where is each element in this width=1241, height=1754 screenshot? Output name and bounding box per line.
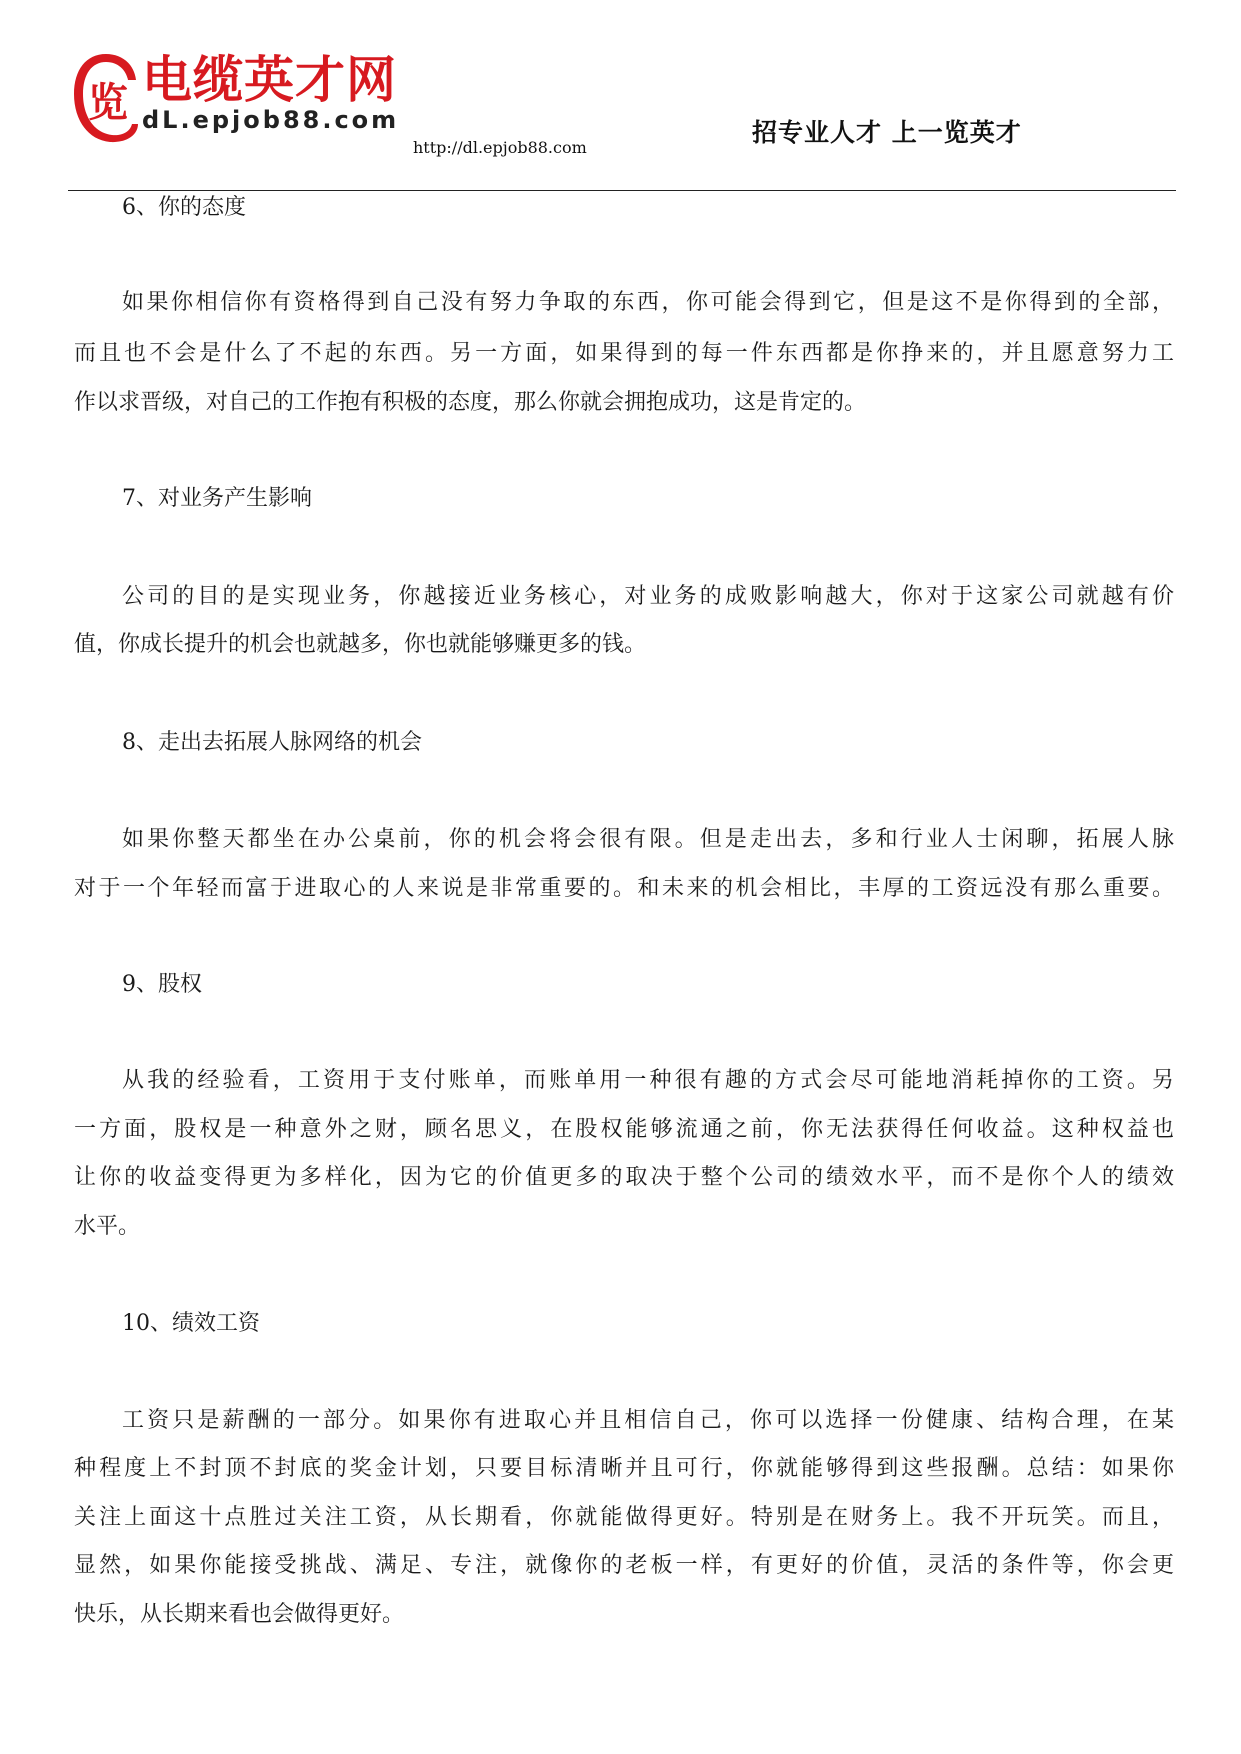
paragraph-line: 显然，如果你能接受挑战、满足、专注，就像你的老板一样，有更好的价值，灵活的条件等，你会更 [74, 1553, 1174, 1578]
page-header [0, 0, 1241, 195]
paragraph-line: 让你的收益变得更为多样化，因为它的价值更多的取决于整个公司的绩效水平，而不是你个人的绩效 [74, 1165, 1174, 1190]
section-heading: 10、绩效工资 [122, 1311, 260, 1336]
paragraph-line: 快乐，从长期来看也会做得更好。 [74, 1602, 405, 1627]
section-heading: 9、股权 [122, 972, 202, 997]
section-heading: 6、你的态度 [122, 195, 246, 220]
paragraph-line: 一方面，股权是一种意外之财，顾名思义，在股权能够流通之前，你无法获得任何收益。这种权益也 [74, 1117, 1174, 1142]
paragraph-line: 如果你相信你有资格得到自己没有努力争取的东西，你可能会得到它，但是这不是你得到的全部， [122, 290, 1174, 315]
svg-text:览: 览 [88, 80, 128, 126]
paragraph-line: 值，你成长提升的机会也就越多，你也就能够赚更多的钱。 [74, 632, 647, 657]
header-url-link[interactable]: http://dl.epjob88.com [413, 138, 587, 157]
paragraph-line: 种程度上不封顶不封底的奖金计划，只要目标清晰并且可行，你就能够得到这些报酬。总结：如果你 [74, 1456, 1174, 1481]
paragraph-line: 从我的经验看，工资用于支付账单，而账单用一种很有趣的方式会尽可能地消耗掉你的工资。另 [122, 1068, 1174, 1093]
header-slogan: 招专业人才 上一览英才 [752, 118, 1022, 147]
paragraph-line: 作以求晋级，对自己的工作抱有积极的态度，那么你就会拥抱成功，这是肯定的。 [74, 390, 867, 415]
paragraph-line: 水平。 [74, 1214, 141, 1239]
section-heading: 8、走出去拓展人脉网络的机会 [122, 730, 422, 755]
section-heading: 7、对业务产生影响 [122, 486, 312, 511]
logo-icon [70, 50, 142, 146]
paragraph-line: 工资只是薪酬的一部分。如果你有进取心并且相信自己，你可以选择一份健康、结构合理，在某 [122, 1408, 1174, 1433]
site-name: 电缆英才网 [142, 51, 397, 109]
paragraph-line: 关注上面这十点胜过关注工资，从长期看，你就能做得更好。特别是在财务上。我不开玩笑。而且， [74, 1505, 1174, 1530]
paragraph-line: 公司的目的是实现业务，你越接近业务核心，对业务的成败影响越大，你对于这家公司就越有价 [122, 584, 1174, 609]
paragraph-line: 对于一个年轻而富于进取心的人来说是非常重要的。和未来的机会相比，丰厚的工资远没有那么重要。 [74, 876, 1174, 901]
paragraph-line: 而且也不会是什么了不起的东西。另一方面，如果得到的每一件东西都是你挣来的，并且愿意努力工 [74, 341, 1174, 366]
header-divider [68, 190, 1176, 191]
site-domain: dL.epjob88.com [142, 106, 400, 134]
paragraph-line: 如果你整天都坐在办公桌前，你的机会将会很有限。但是走出去，多和行业人士闲聊，拓展人脉 [122, 827, 1174, 852]
